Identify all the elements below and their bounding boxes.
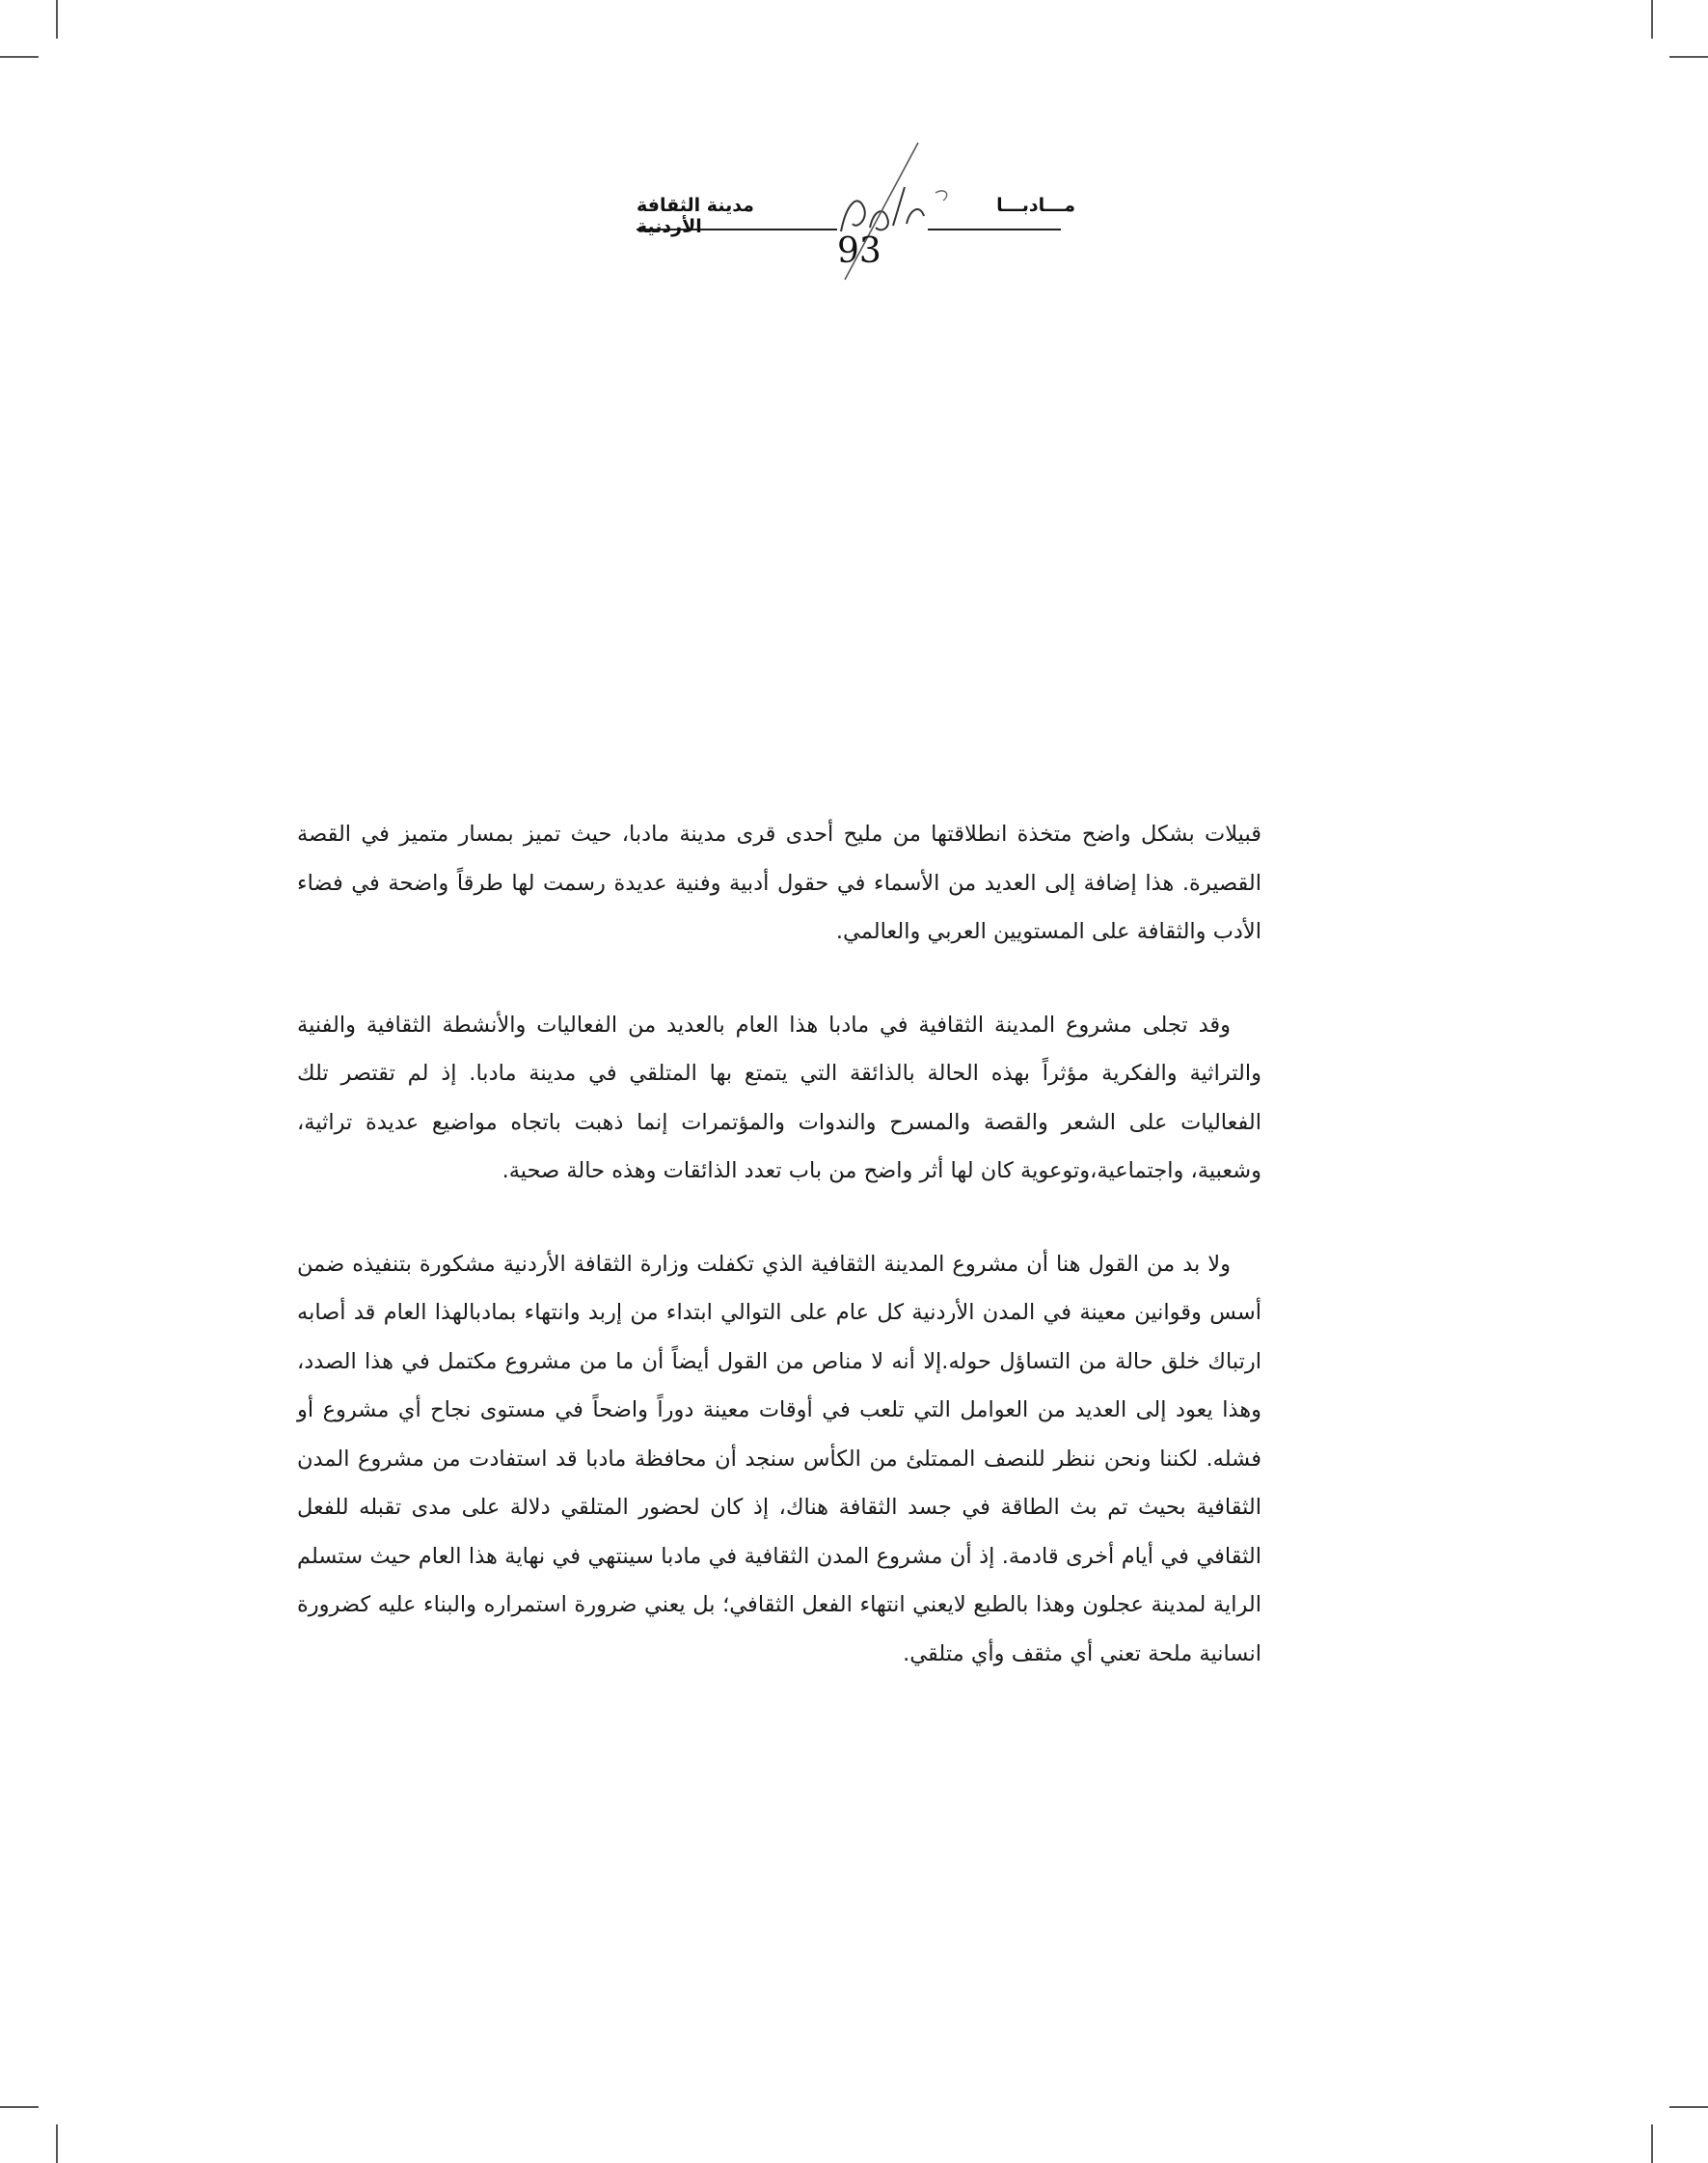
crop-mark [56, 2124, 58, 2163]
paragraph: ولا بد من القول هنا أن مشروع المدينة الثقافية الذي تكفلت وزارة الثقافة الأردنية مشكورة بتنفيذه ضمن أسس وقوانين معينة في المدن الأردنية كل عام على التوالي ابتداء من إربد وانتهاء بمادبالهذا العام قد أصابه ارتباك خلق حالة من التساؤل حوله.إلا أنه لا مناص من القول أيضاً أن ما من مشروع مكتمل في هذا الصدد، وهذا يعود إلى العديد من العوامل التي تلعب في أوقات معينة دوراً واضحاً في مستوى نجاح أي مشروع أو فشله. لكننا ونحن ننظر للنصف الممتلئ من الكأس سنجد أن محافظة مادبا قد استفادت من مشروع المدن الثقافية بحيث تم بث الطاقة في جسد الثقافة هناك، إذ كان لحضور المتلقي دلالة على مدى تقبله للفعل الثقافي في أيام أخرى قادمة. إذ أن مشروع المدن الثقافية في مادبا سينتهي في نهاية هذا العام حيث ستسلم الراية لمدينة عجلون وهذا بالطبع لايعني انتهاء الفعل الثقافي؛ بل يعني ضرورة استمراره والبناء عليه كضرورة انسانية ملحة تعني أي مثقف وأي متلقي. [297, 1251, 1261, 1666]
header-city-title: مـــادبـــا [996, 195, 1075, 216]
crop-mark [1669, 56, 1708, 58]
header-section-title: مدينة الثقافة الأردنية [637, 195, 754, 237]
crop-mark [1669, 2106, 1708, 2108]
page-number: 93 [837, 231, 881, 271]
crop-mark [1651, 0, 1653, 39]
crop-mark [0, 2106, 39, 2108]
body-text [297, 810, 1261, 1722]
paragraph: وقد تجلى مشروع المدينة الثقافية في مادبا هذا العام بالعديد من الفعاليات والأنشطة الثقافية والفنية والتراثية والفكرية مؤثراً بهذه الحالة بالذائقة التي يتمتع بها المتلقي في مدينة مادبا. إذ لم تقتصر تلك الفعاليات على الشعر والقصة والمسرح والندوات والمؤتمرات إنما ذهبت باتجاه مواضيع عديدة تراثية، وشعبية، واجتماعية،وتوعوية كان لها أثر واضح من باب تعدد الذائقات وهذه حالة صحية. [297, 1012, 1261, 1183]
paragraph: قبيلات بشكل واضح متخذة انطلاقتها من مليح أحدى قرى مدينة مادبا، حيث تميز بمسار متميز في القصة القصيرة. هذا إضافة إلى العديد من الأسماء في حقول أدبية وفنية عديدة رسمت لها طرقاً واضحة في فضاء الأدب والثقافة على المستويين العربي والعالمي. [297, 822, 1261, 944]
crop-mark [56, 0, 58, 39]
crop-mark [1651, 2124, 1653, 2163]
crop-mark [0, 56, 39, 58]
